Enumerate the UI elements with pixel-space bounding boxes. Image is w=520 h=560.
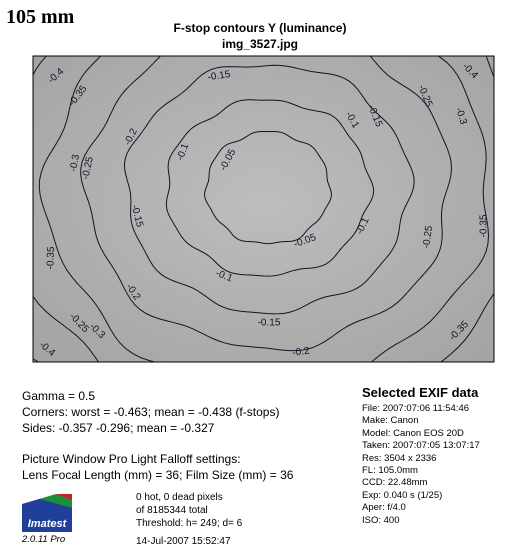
contour-label: -0.1 — [213, 267, 234, 285]
exif-line: Aper: f/4.0 — [362, 502, 406, 513]
exif-line: Res: 3504 x 2336 — [362, 453, 437, 464]
gamma-text: Gamma = 0.5 — [22, 389, 96, 403]
contour-label: -0.25 — [80, 155, 96, 181]
contour-label: -0.2 — [291, 345, 311, 359]
contour-label: -0.1 — [354, 215, 372, 237]
contour-label: -0.15 — [365, 103, 385, 129]
contour-label: -0.35 — [66, 83, 90, 109]
contour-label: -0.4 — [46, 66, 67, 86]
contour-label: -0.05 — [292, 232, 318, 251]
settings-values: Lens Focal Length (mm) = 36; Film Size (mm) = 36 — [22, 468, 294, 482]
logo-text: Imatest — [27, 518, 67, 530]
plot-title-line2: img_3527.jpg — [221, 37, 299, 51]
exif-line: Exp: 0.040 s (1/25) — [362, 490, 443, 501]
contour-label: -0.05 — [217, 147, 239, 173]
contour-label: -0.25 — [67, 311, 91, 336]
contour-label: -0.2 — [122, 126, 140, 148]
contour-label: -0.15 — [128, 203, 145, 229]
plot-title-line1: F-stop contours Y (luminance) — [173, 21, 347, 35]
exif-line: FL: 105.0mm — [362, 465, 418, 476]
contour-label: -0.3 — [68, 153, 83, 173]
pixel-total-line: of 8185344 total — [136, 505, 208, 516]
exif-line: Make: Canon — [362, 415, 419, 426]
contour-label: -0.3 — [452, 106, 469, 126]
pixel-count-line: 0 hot, 0 dead pixels — [136, 492, 223, 503]
contour-label: -0.1 — [342, 109, 361, 131]
exif-line: ISO: 400 — [362, 515, 400, 526]
contour-label: -0.35 — [45, 246, 58, 270]
lens-focal-label: 105 mm — [6, 6, 75, 28]
contour-label: -0.1 — [175, 142, 192, 163]
contour-label: -0.25 — [415, 83, 435, 109]
settings-title: Picture Window Pro Light Falloff settings: — [22, 452, 241, 466]
exif-line: File: 2007:07:06 11:54:46 — [362, 403, 470, 414]
contour-label: -0.15 — [206, 69, 232, 84]
contour-label: -0.35 — [447, 319, 471, 344]
contour-label: -0.4 — [459, 61, 480, 82]
contour-label: -0.15 — [257, 317, 281, 329]
exif-title: Selected EXIF data — [362, 385, 479, 400]
timestamp: 14-Jul-2007 15:52:47 — [136, 536, 231, 547]
exif-line: Model: Canon EOS 20D — [362, 428, 464, 439]
corners-text: Corners: worst = -0.463; mean = -0.438 (f-stops) — [22, 405, 280, 419]
contour-label: -0.4 — [36, 339, 58, 359]
sides-text: Sides: -0.357 -0.296; mean = -0.327 — [22, 421, 215, 435]
contour-label: -0.35 — [478, 214, 490, 238]
pixel-threshold-line: Threshold: h= 249; d= 6 — [136, 518, 243, 529]
contour-label: -0.25 — [421, 224, 436, 250]
imatest-logo — [22, 494, 72, 532]
contour-label: -0.2 — [123, 281, 143, 303]
exif-line: CCD: 22.48mm — [362, 477, 428, 488]
exif-line: Taken: 2007:07:05 13:07:17 — [362, 440, 480, 451]
contour-label: -0.3 — [86, 321, 107, 342]
version-text: 2.0.11 Pro — [22, 534, 66, 545]
